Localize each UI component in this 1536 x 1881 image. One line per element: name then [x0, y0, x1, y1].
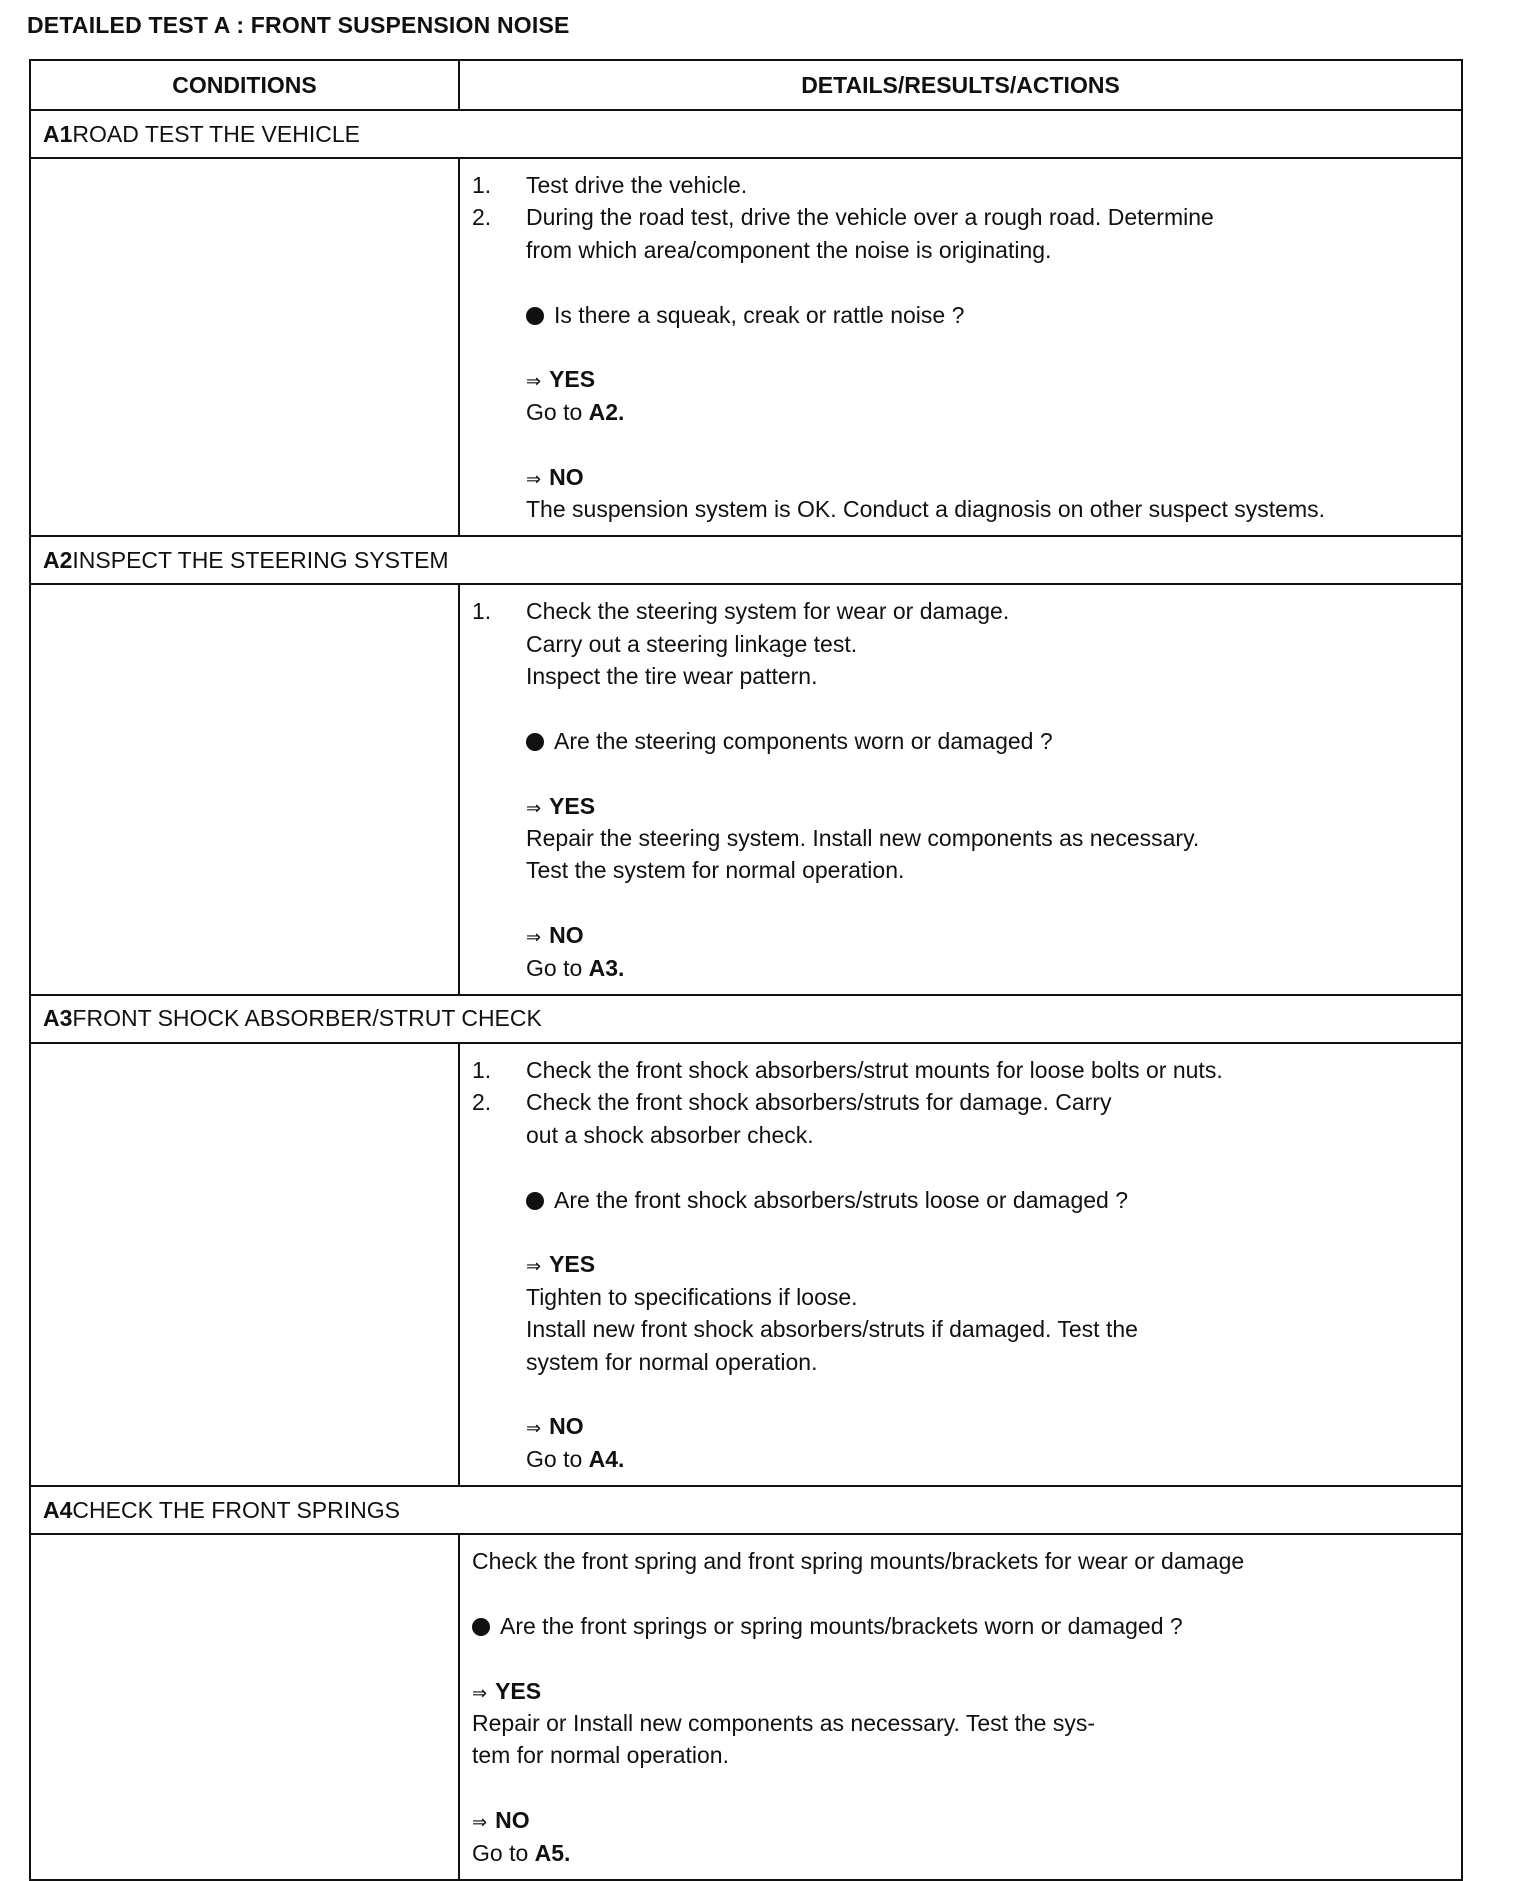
blank-line — [460, 428, 1461, 460]
blank-line — [460, 1216, 1461, 1248]
section-id: A3 — [43, 1005, 73, 1032]
step-line — [460, 1086, 1461, 1118]
text-line: Repair the steering system. Install new components as necessary. — [526, 825, 1200, 852]
blank-line — [460, 266, 1461, 298]
arrow-icon: ⇒ — [526, 797, 542, 818]
blank-line — [460, 1642, 1461, 1674]
answer-line — [460, 363, 1461, 395]
answer-label: NO — [549, 922, 584, 949]
diagnostic-table — [29, 59, 1463, 1881]
details-header: DETAILS/RESULTS/ACTIONS — [459, 60, 1462, 110]
arrow-icon: ⇒ — [526, 1256, 542, 1277]
section-title-text: ROAD TEST THE VEHICLE — [72, 120, 360, 147]
text-line: Install new front shock absorbers/struts if damaged. Test the — [526, 1316, 1138, 1343]
section-title-text: FRONT SHOCK ABSORBER/STRUT CHECK — [72, 1005, 542, 1032]
question-text: Is there a squeak, creak or rattle noise ? — [554, 301, 965, 328]
step-line — [460, 1054, 1461, 1086]
arrow-icon: ⇒ — [526, 468, 542, 489]
goto-text: Go to — [526, 398, 583, 425]
text-line: system for normal operation. — [526, 1348, 818, 1375]
conditions-header: CONDITIONS — [30, 60, 459, 110]
section-content-a4 — [30, 1534, 1462, 1880]
conditions-cell — [30, 1043, 459, 1486]
step-line — [460, 201, 1461, 233]
answer-label: YES — [549, 1251, 596, 1278]
bullet-icon — [526, 733, 544, 751]
answer-line — [460, 1248, 1461, 1280]
blank-line — [460, 331, 1461, 363]
step-number: 1. — [472, 598, 492, 625]
arrow-icon: ⇒ — [526, 927, 542, 948]
goto-ref: A3. — [588, 954, 625, 981]
arrow-icon: ⇒ — [472, 1812, 488, 1833]
text-line: from which area/component the noise is originating. — [526, 236, 1052, 263]
bullet-icon — [472, 1618, 490, 1636]
section-id: A4 — [43, 1496, 73, 1523]
text-line: Check the front spring and front spring mounts/brackets for wear or damage — [472, 1548, 1245, 1575]
details-cell — [459, 584, 1462, 995]
section-content-a3 — [30, 1043, 1462, 1486]
section-header-a4 — [30, 1486, 1462, 1534]
blank-line — [460, 1577, 1461, 1609]
answer-label: NO — [495, 1807, 530, 1834]
blank-line — [460, 887, 1461, 919]
answer-line — [460, 790, 1461, 822]
question-text: Are the steering components worn or damaged ? — [554, 727, 1053, 754]
bullet-icon — [526, 1192, 544, 1210]
answer-label: YES — [549, 366, 596, 393]
goto-text: Go to — [472, 1839, 529, 1866]
text-line: Test the system for normal operation. — [526, 857, 905, 884]
answer-label: YES — [495, 1677, 542, 1704]
step-text: Check the front shock absorbers/struts for damage. Carry — [526, 1089, 1112, 1116]
text-line: Repair or Install new components as necessary. Test the sys- — [472, 1710, 1095, 1737]
text-line: Tighten to specifications if loose. — [526, 1283, 858, 1310]
text-line: tem for normal operation. — [472, 1742, 729, 1769]
section-header-a1 — [30, 110, 1462, 158]
section-header-a3 — [30, 995, 1462, 1043]
blank-line — [460, 1151, 1461, 1183]
step-line — [460, 595, 1461, 627]
conditions-cell — [30, 584, 459, 995]
text-line: Inspect the tire wear pattern. — [526, 663, 818, 690]
section-title — [30, 110, 1462, 158]
question-line — [460, 299, 1461, 331]
answer-line — [460, 1804, 1461, 1836]
answer-label: YES — [549, 792, 596, 819]
blank-line — [460, 1378, 1461, 1410]
blank-line — [460, 692, 1461, 724]
section-id: A1 — [43, 120, 73, 147]
arrow-icon: ⇒ — [526, 1418, 542, 1439]
details-cell — [459, 1534, 1462, 1880]
answer-label: NO — [549, 1413, 584, 1440]
goto-text: Go to — [526, 954, 583, 981]
text-line: Carry out a steering linkage test. — [526, 630, 858, 657]
section-id: A2 — [43, 546, 73, 573]
section-title — [30, 536, 1462, 584]
section-content-a2 — [30, 584, 1462, 995]
conditions-cell — [30, 158, 459, 536]
step-text: Check the steering system for wear or damage. — [526, 598, 1010, 625]
details-cell — [459, 158, 1462, 536]
section-header-a2 — [30, 536, 1462, 584]
section-title — [30, 1486, 1462, 1534]
blank-line — [460, 757, 1461, 789]
question-text: Are the front shock absorbers/struts loose or damaged ? — [554, 1186, 1129, 1213]
step-number: 1. — [472, 1056, 492, 1083]
bullet-icon — [526, 307, 544, 325]
goto-line — [460, 952, 1461, 984]
goto-line — [460, 1837, 1461, 1869]
step-text: Check the front shock absorbers/strut mounts for loose bolts or nuts. — [526, 1056, 1223, 1083]
details-cell — [459, 1043, 1462, 1486]
section-title — [30, 995, 1462, 1043]
answer-label: NO — [549, 463, 584, 490]
section-title-text: CHECK THE FRONT SPRINGS — [72, 1496, 400, 1523]
question-line — [460, 1610, 1461, 1642]
section-content-a1 — [30, 158, 1462, 536]
arrow-icon: ⇒ — [472, 1682, 488, 1703]
step-text: Test drive the vehicle. — [526, 172, 748, 198]
step-number: 2. — [472, 204, 492, 231]
text-line: The suspension system is OK. Conduct a diagnosis on other suspect systems. — [526, 495, 1325, 522]
answer-line — [460, 919, 1461, 951]
goto-text: Go to — [526, 1445, 583, 1472]
question-text: Are the front springs or spring mounts/brackets worn or damaged ? — [500, 1612, 1183, 1639]
question-line — [460, 725, 1461, 757]
answer-line — [460, 461, 1461, 493]
goto-line — [460, 1443, 1461, 1475]
conditions-cell — [30, 1534, 459, 1880]
page-title: DETAILED TEST A : FRONT SUSPENSION NOISE — [27, 12, 570, 38]
step-line — [460, 169, 1461, 201]
section-title-text: INSPECT THE STEERING SYSTEM — [72, 546, 449, 573]
step-text: During the road test, drive the vehicle over a rough road. Determine — [526, 204, 1214, 231]
answer-line — [460, 1410, 1461, 1442]
question-line — [460, 1184, 1461, 1216]
answer-line — [460, 1675, 1461, 1707]
blank-line — [460, 1772, 1461, 1804]
goto-ref: A2. — [588, 398, 625, 425]
text-line: out a shock absorber check. — [526, 1121, 814, 1148]
table-header-row — [30, 60, 1462, 110]
goto-line — [460, 396, 1461, 428]
step-number: 1. — [472, 172, 492, 198]
arrow-icon: ⇒ — [526, 371, 542, 392]
goto-ref: A4. — [588, 1445, 625, 1472]
step-number: 2. — [472, 1089, 492, 1116]
goto-ref: A5. — [534, 1839, 571, 1866]
